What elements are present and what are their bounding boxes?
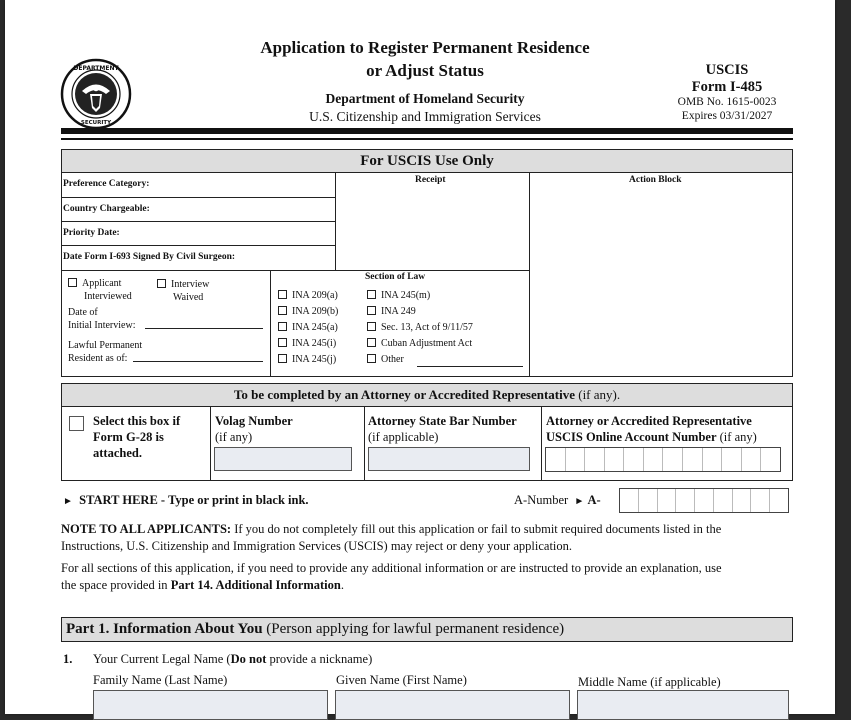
law-option[interactable]: Sec. 13, Act of 9/11/57 xyxy=(367,320,473,336)
form-title-line2: or Adjust Status xyxy=(366,61,484,80)
a-number-label: A-Number ► A- xyxy=(514,493,601,507)
omb-number: OMB No. 1615-0023 xyxy=(677,96,777,108)
middle-name-label: Middle Name (if applicable) xyxy=(578,675,721,689)
header-rule-thick xyxy=(61,128,793,134)
volag-number-label: Volag Number (if any) xyxy=(215,414,293,444)
note-to-applicants: NOTE TO ALL APPLICANTS: If you do not completely fill out this application or fail to submit required documents listed in the Instructions, U.S. Citizenship and Immigration Services (USCIS) may reject or deny your application. xyxy=(61,522,722,553)
country-chargeable-label: Country Chargeable: xyxy=(63,204,150,214)
expiration-date: Expires 03/31/2027 xyxy=(681,110,773,122)
g28-attached-checkbox[interactable] xyxy=(69,416,84,431)
department-name: Department of Homeland Security xyxy=(325,91,525,106)
a-number-input[interactable] xyxy=(619,488,789,513)
law-option[interactable]: INA 209(a) xyxy=(278,288,338,304)
section-of-law-right-list xyxy=(367,288,473,368)
bar-number-label: Attorney State Bar Number (if applicable) xyxy=(368,414,517,444)
online-account-input[interactable] xyxy=(545,447,781,472)
law-option[interactable]: INA 245(j) xyxy=(278,352,338,368)
additional-info-note: For all sections of this application, if you need to provide any additional information or are instructed to provide an explanation, use the space provided in Part 14. Additional Information. xyxy=(61,561,722,592)
part1-header: Part 1. Information About You (Person applying for lawful permanent residence) xyxy=(61,617,793,642)
preference-category-label: Preference Category: xyxy=(63,179,150,189)
law-option[interactable]: INA 245(i) xyxy=(278,336,338,352)
applicant-interviewed-checkbox[interactable]: Applicant Interviewed xyxy=(68,277,132,303)
svg-text:SECURITY: SECURITY xyxy=(80,120,112,126)
law-option[interactable]: INA 245(a) xyxy=(278,320,338,336)
dhs-seal-icon xyxy=(60,58,132,130)
given-name-label: Given Name (First Name) xyxy=(336,673,467,687)
receipt-label: Receipt xyxy=(415,175,446,185)
uscis-label: USCIS xyxy=(705,62,749,78)
form-title-line1: Application to Register Permanent Residence xyxy=(260,38,590,57)
section-of-law-label: Section of Law xyxy=(365,272,426,282)
law-option[interactable]: Cuban Adjustment Act xyxy=(367,336,473,352)
g28-label: Select this box if Form G-28 is attached. xyxy=(93,414,181,460)
action-block-label: Action Block xyxy=(629,175,682,185)
volag-number-input[interactable] xyxy=(214,447,352,471)
interview-waived-checkbox[interactable]: Interview Waived xyxy=(157,278,209,304)
form-page xyxy=(5,0,835,714)
start-here-label: ► START HERE - Type or print in black ink. xyxy=(63,493,309,507)
legal-name-label: Your Current Legal Name (Do not provide a nickname) xyxy=(93,652,373,666)
lpr-as-of-line[interactable] xyxy=(133,361,263,362)
date-initial-interview-line[interactable] xyxy=(145,328,263,329)
section-of-law-left-list xyxy=(278,288,338,368)
middle-name-input[interactable] xyxy=(577,690,789,720)
agency-name: U.S. Citizenship and Immigration Services xyxy=(309,109,541,124)
form-number: Form I-485 xyxy=(691,79,763,95)
uscis-use-title: For USCIS Use Only xyxy=(62,150,792,173)
i693-date-label: Date Form I-693 Signed By Civil Surgeon: xyxy=(63,252,236,262)
online-account-label: Attorney or Accredited Representative USCIS Online Account Number (if any) xyxy=(546,414,757,444)
given-name-input[interactable] xyxy=(335,690,570,720)
law-option[interactable]: INA 209(b) xyxy=(278,304,338,320)
attorney-section-title: To be completed by an Attorney or Accredited Representative (if any). xyxy=(62,384,792,407)
other-law-line[interactable] xyxy=(417,366,523,367)
law-option[interactable]: INA 245(m) xyxy=(367,288,473,304)
family-name-label: Family Name (Last Name) xyxy=(93,673,228,687)
priority-date-label: Priority Date: xyxy=(63,228,120,238)
law-option[interactable]: Other xyxy=(367,352,473,368)
date-initial-interview-label: Date of Initial Interview: xyxy=(68,307,136,331)
header-rule-thin xyxy=(61,138,793,140)
svg-text:DEPARTMENT: DEPARTMENT xyxy=(73,65,119,72)
family-name-input[interactable] xyxy=(93,690,328,720)
lpr-as-of-label: Lawful Permanent Resident as of: xyxy=(68,340,143,364)
bar-number-input[interactable] xyxy=(368,447,530,471)
item-number: 1. xyxy=(63,652,73,666)
law-option[interactable]: INA 249 xyxy=(367,304,473,320)
